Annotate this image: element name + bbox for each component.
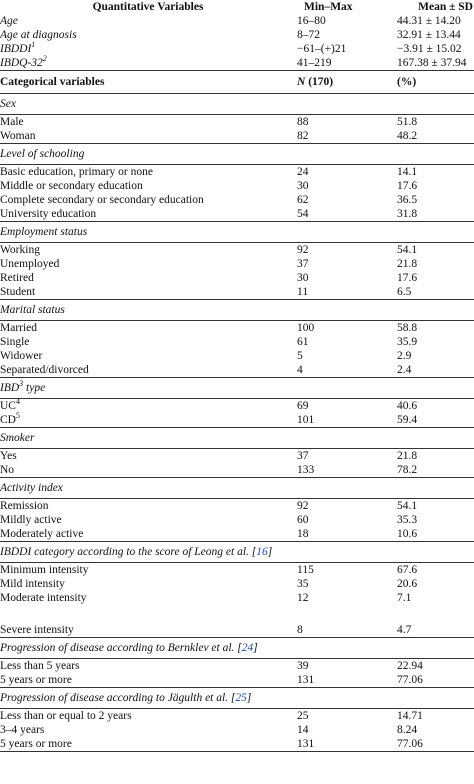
category-label — [0, 591, 296, 605]
category-row — [0, 321, 474, 336]
category-label-text: Mildly active — [0, 513, 62, 526]
category-label — [0, 623, 296, 638]
category-percent: 2.9 — [397, 349, 412, 362]
citation-close: ] — [246, 691, 252, 704]
n-italic: N — [297, 75, 306, 88]
category-percent: 21.8 — [397, 449, 418, 462]
category-row — [0, 673, 474, 688]
category-label — [0, 179, 296, 193]
category-row — [0, 527, 474, 542]
category-count: 115 — [297, 563, 314, 576]
category-label-text: Male — [0, 115, 24, 128]
category-row — [0, 115, 474, 130]
citation-close: ] — [253, 641, 258, 654]
category-row — [0, 207, 474, 222]
category-count: 92 — [297, 499, 309, 512]
category-count: 8 — [296, 623, 396, 638]
quantitative-mean: −3.91 ± 15.02 — [397, 42, 462, 55]
category-label-text: Separated/divorced — [0, 363, 89, 376]
section-title — [0, 478, 474, 499]
category-row — [0, 285, 474, 300]
citation-link[interactable]: 24 — [241, 641, 254, 654]
category-count: 92 — [297, 243, 309, 256]
citation-link[interactable]: 25 — [235, 691, 247, 704]
category-row — [0, 243, 474, 258]
category-percent: 48.2 — [396, 129, 474, 144]
category-percent: 54.1 — [397, 499, 418, 512]
quantitative-label — [0, 28, 296, 42]
category-label-text: Working — [0, 243, 40, 256]
category-count: 25 — [297, 709, 309, 722]
category-label — [0, 129, 296, 144]
section-title-row — [0, 94, 474, 115]
category-percent: 51.8 — [397, 115, 418, 128]
category-label — [0, 335, 296, 349]
quantitative-label — [0, 53, 296, 71]
category-row — [0, 463, 474, 478]
n-header-text: N (170) — [297, 75, 334, 88]
category-label-text: Basic education, primary or none — [0, 165, 153, 178]
category-count: 4 — [296, 363, 396, 378]
quantitative-mean: 167.38 ± 37.94 — [396, 56, 474, 71]
category-count: 37 — [297, 449, 309, 462]
category-label — [0, 115, 296, 130]
category-percent: 20.6 — [397, 577, 418, 590]
categorical-pct-header: (%) — [396, 71, 474, 94]
section-title — [0, 688, 474, 709]
category-row — [0, 709, 474, 724]
section-title-row — [0, 478, 474, 499]
category-row — [0, 605, 474, 623]
category-count: 12 — [297, 591, 309, 604]
category-label — [0, 673, 296, 688]
category-percent: 14.1 — [397, 165, 418, 178]
category-percent: 8.24 — [397, 723, 418, 736]
section-title-text: Smoker — [0, 431, 35, 444]
category-percent: 31.8 — [396, 207, 474, 222]
header-mean-sd: Mean ± SD — [418, 0, 473, 13]
category-count: 39 — [297, 659, 309, 672]
category-percent: 17.6 — [397, 179, 418, 192]
header-row — [0, 0, 474, 14]
section-title — [0, 144, 474, 165]
category-label-footnote: 5 — [15, 410, 20, 420]
section-title-text: IBDDI category according to the score of Leong et al. [ — [0, 545, 257, 558]
category-label — [0, 659, 296, 674]
category-count: 131 — [296, 673, 396, 688]
category-label — [0, 193, 296, 207]
category-label — [0, 165, 296, 180]
category-percent: 40.6 — [397, 399, 418, 412]
category-count: 35 — [297, 577, 309, 590]
category-percent: 6.5 — [396, 285, 474, 300]
category-row — [0, 165, 474, 180]
quantitative-label — [0, 14, 296, 28]
category-label-text: Retired — [0, 271, 34, 284]
category-label-text: Remission — [0, 499, 49, 512]
categorical-variables-header: Categorical variables — [0, 71, 296, 94]
section-title-text: Sex — [0, 97, 16, 110]
category-label — [0, 605, 296, 623]
category-count: 69 — [297, 399, 309, 412]
quantitative-label-footnote: 1 — [31, 39, 36, 49]
category-row — [0, 563, 474, 578]
category-percent: 58.8 — [397, 321, 418, 334]
category-row — [0, 413, 474, 428]
section-title-text: Level of schooling — [0, 147, 85, 160]
category-label-text: 5 years or more — [0, 673, 72, 686]
category-label-text: Mild intensity — [0, 577, 65, 590]
category-percent: 10.6 — [396, 527, 474, 542]
category-label — [0, 737, 296, 752]
citation-close: ] — [267, 545, 273, 558]
category-count: 133 — [296, 463, 396, 478]
category-row — [0, 513, 474, 527]
category-percent: 59.4 — [396, 413, 474, 428]
category-label — [0, 527, 296, 542]
category-label — [0, 563, 296, 578]
category-percent: 7.1 — [397, 591, 412, 604]
category-label-text: University education — [0, 207, 97, 220]
quantitative-label-text: Age at diagnosis — [0, 28, 77, 41]
section-title — [0, 542, 474, 563]
quantitative-range: −61–(+)21 — [297, 42, 347, 55]
category-label — [0, 321, 296, 336]
quantitative-label-text: Age — [0, 14, 18, 27]
section-title-row — [0, 638, 474, 659]
category-label-text: CD — [0, 413, 16, 426]
category-label-text: Single — [0, 335, 30, 348]
category-percent: 2.4 — [396, 363, 474, 378]
category-label — [0, 410, 296, 428]
category-percent: 78.2 — [396, 463, 474, 478]
quantitative-label-text: IBDQ-32 — [0, 56, 43, 69]
category-count: 131 — [296, 737, 396, 752]
section-title-row — [0, 542, 474, 563]
category-label-text: Less than 5 years — [0, 659, 80, 672]
section-title-text: IBD — [0, 381, 20, 394]
section-title-row — [0, 222, 474, 243]
section-title-text: Progression of disease according to Jägulth et al. [ — [0, 691, 236, 704]
category-percent: 54.1 — [397, 243, 418, 256]
category-label-text: Married — [0, 321, 38, 334]
category-row — [0, 335, 474, 349]
category-label-text: Less than or equal to 2 years — [0, 709, 132, 722]
category-label-text: 3–4 years — [0, 723, 45, 736]
section-title-suffix: type — [23, 381, 46, 394]
section-title-footnote: 3 — [19, 378, 24, 388]
section-title-row — [0, 688, 474, 709]
category-label-text: Student — [0, 285, 36, 298]
section-title-text: Activity index — [0, 481, 63, 494]
quantitative-label-footnote: 2 — [42, 53, 47, 63]
category-label — [0, 207, 296, 222]
category-label — [0, 271, 296, 285]
category-percent: 36.5 — [397, 193, 418, 206]
category-count — [296, 605, 396, 623]
category-percent: 67.6 — [397, 563, 418, 576]
category-count: 30 — [297, 271, 309, 284]
category-row — [0, 363, 474, 378]
quantitative-row — [0, 56, 474, 71]
category-label — [0, 723, 296, 737]
categorical-header-row — [0, 71, 474, 94]
category-label — [0, 463, 296, 478]
category-row — [0, 129, 474, 144]
category-label-text: Moderate intensity — [0, 591, 87, 604]
category-label-text: Woman — [0, 129, 36, 142]
category-label — [0, 709, 296, 724]
category-percent: 35.9 — [397, 335, 418, 348]
quantitative-label-text: IBDDI — [0, 42, 32, 55]
category-label-text: Moderately active — [0, 527, 84, 540]
category-label-text: 5 years or more — [0, 737, 72, 750]
header-quantitative-variables: Quantitative Variables — [92, 0, 204, 13]
section-title — [0, 638, 474, 659]
category-row — [0, 193, 474, 207]
category-label — [0, 499, 296, 514]
category-label — [0, 285, 296, 300]
category-label — [0, 243, 296, 258]
category-count: 24 — [297, 165, 309, 178]
quantitative-row — [0, 28, 474, 42]
category-label — [0, 257, 296, 271]
category-row — [0, 659, 474, 674]
category-count: 100 — [297, 321, 315, 334]
category-row — [0, 449, 474, 464]
category-row — [0, 723, 474, 737]
category-row — [0, 257, 474, 271]
section-title-row — [0, 144, 474, 165]
category-percent: 35.3 — [397, 513, 418, 526]
category-label-text: UC — [0, 399, 16, 412]
section-title-row — [0, 428, 474, 449]
category-count: 82 — [296, 129, 396, 144]
quantitative-mean: 44.31 ± 14.20 — [397, 14, 461, 27]
quantitative-range: 16–80 — [297, 14, 326, 27]
category-percent: 22.94 — [397, 659, 423, 672]
category-row — [0, 737, 474, 752]
category-percent: 17.6 — [397, 271, 418, 284]
quantitative-mean: 32.91 ± 13.44 — [397, 28, 461, 41]
category-count: 54 — [296, 207, 396, 222]
category-label-text: Middle or secondary education — [0, 179, 143, 192]
category-percent: 4.7 — [396, 623, 474, 638]
quantitative-range: 8–72 — [297, 28, 320, 41]
category-label — [0, 396, 296, 414]
section-title-row — [0, 378, 474, 399]
quantitative-row — [0, 14, 474, 28]
section-title-text: Employment status — [0, 225, 88, 238]
category-row — [0, 349, 474, 363]
quantitative-range: 41–219 — [296, 56, 396, 71]
category-count: 14 — [297, 723, 309, 736]
category-label — [0, 349, 296, 363]
quantitative-row — [0, 42, 474, 56]
category-row — [0, 499, 474, 514]
category-count: 5 — [297, 349, 303, 362]
category-label — [0, 363, 296, 378]
category-percent: 77.06 — [396, 673, 474, 688]
category-percent: 14.71 — [397, 709, 423, 722]
category-row — [0, 399, 474, 414]
category-label-text: Unemployed — [0, 257, 60, 270]
category-percent: 77.06 — [396, 737, 474, 752]
category-count: 62 — [297, 193, 309, 206]
category-row — [0, 623, 474, 638]
category-percent: 21.8 — [397, 257, 418, 270]
section-title — [0, 222, 474, 243]
category-count: 18 — [296, 527, 396, 542]
category-count: 101 — [296, 413, 396, 428]
categorical-n-header — [296, 71, 396, 94]
category-row — [0, 577, 474, 591]
category-label — [0, 577, 296, 591]
category-count: 30 — [297, 179, 309, 192]
category-count: 11 — [296, 285, 396, 300]
citation-link[interactable]: 16 — [256, 545, 268, 558]
section-title — [0, 94, 474, 115]
category-label-text: Complete secondary or secondary education — [0, 193, 204, 206]
category-percent — [396, 605, 474, 623]
category-label-footnote: 4 — [15, 396, 20, 406]
section-title-row — [0, 300, 474, 321]
category-label-text: Yes — [0, 449, 17, 462]
section-title-text: Marital status — [0, 303, 65, 316]
category-count: 60 — [297, 513, 309, 526]
category-label-text: Severe intensity — [0, 623, 74, 636]
section-title — [0, 300, 474, 321]
category-row — [0, 271, 474, 285]
header-min-max: Min–Max — [304, 0, 353, 13]
category-row — [0, 591, 474, 605]
section-title — [0, 378, 474, 399]
category-label-text: Minimum intensity — [0, 563, 89, 576]
category-count: 61 — [297, 335, 309, 348]
category-count: 37 — [297, 257, 309, 270]
category-row — [0, 179, 474, 193]
category-label-text: Widower — [0, 349, 43, 362]
category-label — [0, 513, 296, 527]
category-count: 88 — [297, 115, 309, 128]
category-label — [0, 449, 296, 464]
section-title — [0, 428, 474, 449]
category-label-text: No — [0, 463, 15, 476]
section-title-text: Progression of disease according to Bernklev et al. [ — [0, 641, 242, 654]
